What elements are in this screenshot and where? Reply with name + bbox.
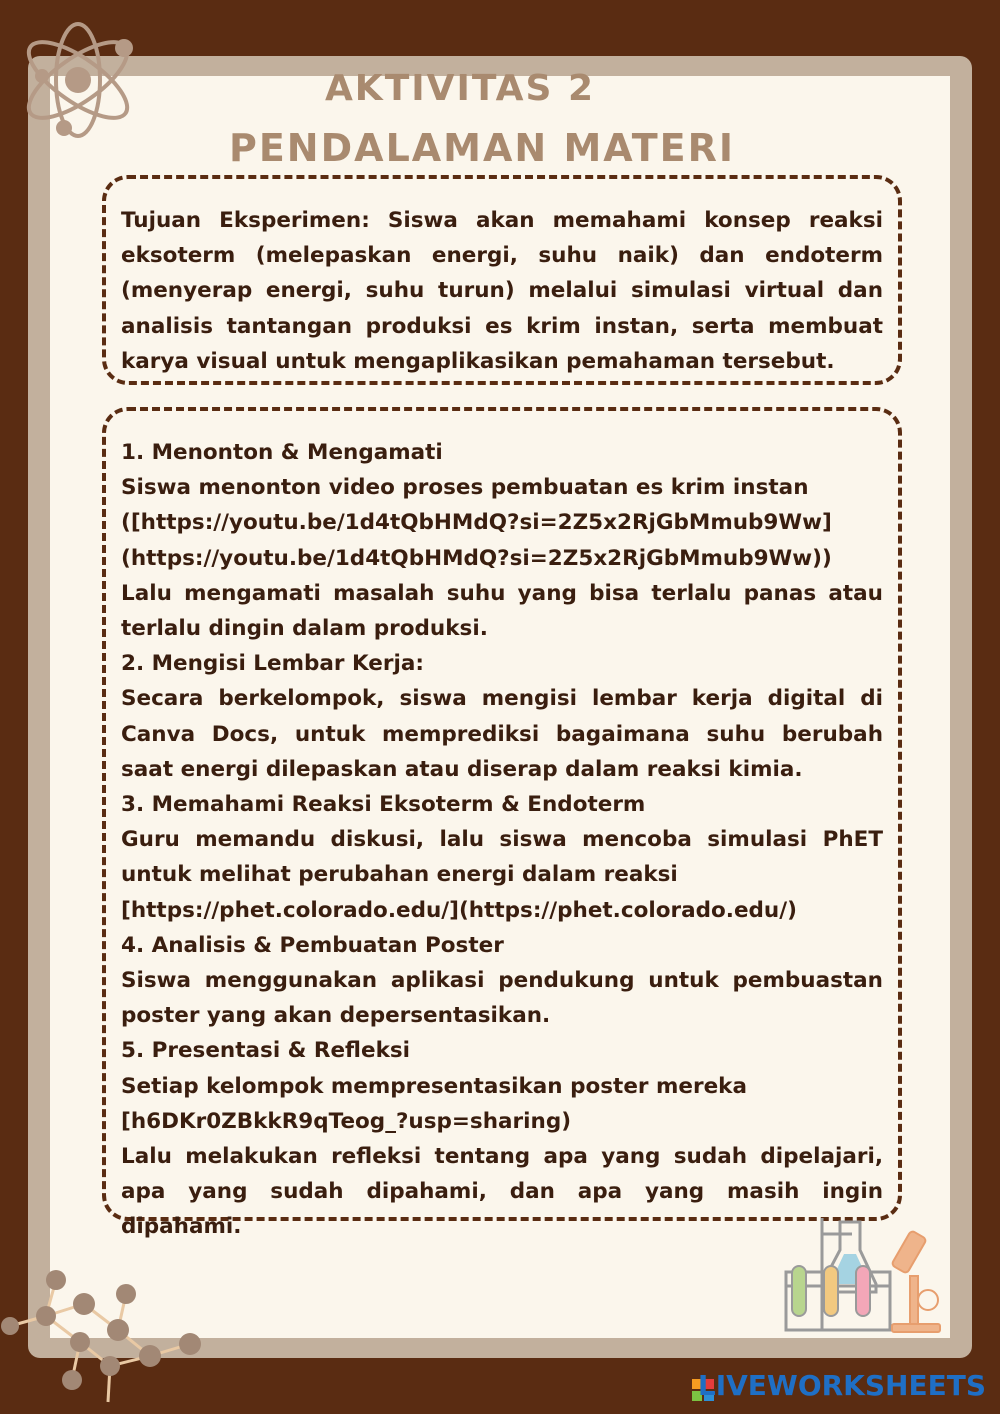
goal-text: Tujuan Eksperimen: Siswa akan memahami konsep reaksi eksoterm (melepaskan energi, suhu naik) dan endoterm (menyerap energi, suhu turun) melalui simulasi virtual dan analisis tantangan produksi es krim instan, serta membuat karya visual untuk mengaplikasikan pemahaman tersebut.: [121, 208, 883, 374]
step4-heading: 4. Analisis & Pembuatan Poster: [121, 932, 504, 958]
step5-line: Setiap kelompok mempresentasikan poster mereka: [121, 1073, 747, 1099]
step5-link[interactable]: [h6DKr0ZBkkR9qTeog_?usp=sharing): [121, 1108, 572, 1134]
step1-link1[interactable]: ([https://youtu.be/1d4tQbHMdQ?si=2Z5x2RjGbMmub9Ww]: [121, 510, 832, 536]
step3-link[interactable]: [https://phet.colorado.edu/](https://phet.colorado.edu/): [121, 897, 797, 923]
page-title-line2: PENDALAMAN MATERI: [229, 126, 735, 170]
step3-text: Guru memandu diskusi, lalu siswa mencoba simulasi PhET untuk melihat perubahan energi dalam reaksi: [121, 827, 883, 888]
step4-text: Siswa menggunakan aplikasi pendukung untuk pembuastan poster yang akan depersentasikan.: [121, 968, 883, 1029]
step2-heading: 2. Mengisi Lembar Kerja:: [121, 651, 424, 677]
step2-text: Secara berkelompok, siswa mengisi lembar kerja digital di Canva Docs, untuk memprediksi bagaimana suhu berubah saat energi dilepaskan atau diserap dalam reaksi kimia.: [121, 686, 883, 782]
step1-line: Siswa menonton video proses pembuatan es krim instan: [121, 475, 809, 501]
step3-heading: 3. Memahami Reaksi Eksoterm & Endoterm: [121, 792, 646, 818]
molecule-icon: [0, 1262, 220, 1414]
step5-text: Lalu melakukan refleksi tentang apa yang sudah dipelajari, apa yang sudah dipahami, dan apa yang masih ingin dipahami.: [121, 1144, 883, 1240]
step5-heading: 5. Presentasi & Refleksi: [121, 1038, 411, 1064]
page-title-line1: AKTIVITAS 2: [324, 68, 596, 109]
step1-link2[interactable]: (https://youtu.be/1d4tQbHMdQ?si=2Z5x2RjGbMmub9Ww)): [121, 545, 832, 571]
lab-equipment-icon: [782, 1214, 944, 1336]
watermark: LIVEWORKSHEETS: [697, 1369, 986, 1402]
step1-text: Lalu mengamati masalah suhu yang bisa terlalu panas atau terlalu dingin dalam produksi.: [121, 580, 883, 642]
step1-heading: 1. Menonton & Mengamati: [121, 440, 443, 465]
steps-box: [102, 407, 902, 1240]
goal-box: [102, 175, 902, 385]
